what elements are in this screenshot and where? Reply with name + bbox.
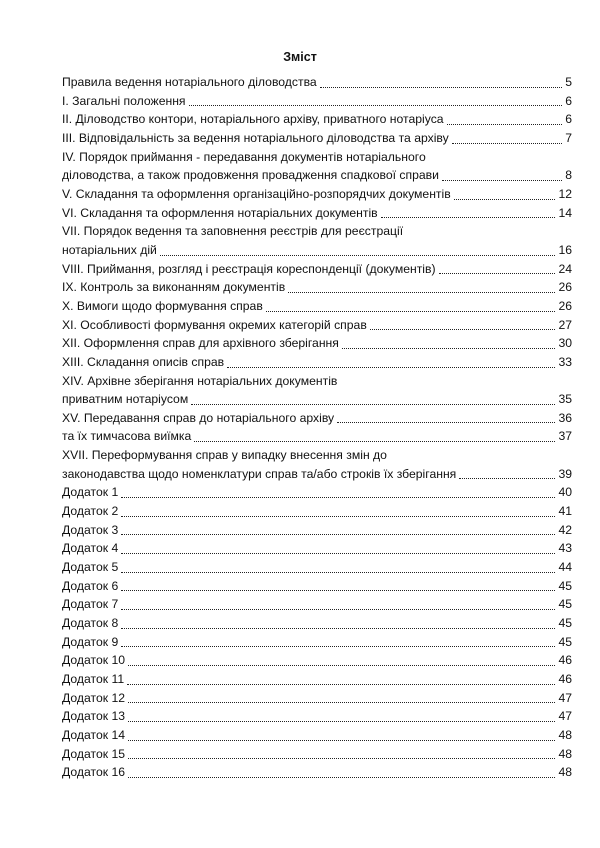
dot-leader	[266, 310, 556, 312]
dot-leader	[227, 366, 555, 368]
toc-page-number: 48	[558, 765, 572, 780]
toc-page-number: 44	[558, 560, 572, 575]
toc-entry[interactable]	[62, 558, 572, 577]
toc-entry-text: Додаток 6	[62, 578, 119, 593]
toc-entry[interactable]	[62, 707, 572, 726]
toc-entry[interactable]	[62, 409, 572, 428]
toc-entry[interactable]	[62, 353, 572, 372]
toc-entry[interactable]	[62, 204, 572, 223]
toc-entry[interactable]	[62, 633, 572, 652]
toc-entry[interactable]	[62, 427, 572, 446]
dot-leader	[452, 142, 562, 144]
toc-entry-text: Додаток 4	[62, 541, 119, 556]
dot-leader	[128, 757, 555, 759]
toc-entry[interactable]	[62, 670, 572, 689]
toc-page-number: 33	[558, 354, 572, 369]
dot-leader	[128, 776, 555, 778]
dot-leader	[128, 664, 555, 666]
dot-leader	[342, 347, 556, 349]
toc-entry-text: Додаток 12	[62, 690, 126, 705]
toc-entry-text: Правила ведення нотаріального діловодства	[62, 75, 317, 89]
toc-entry[interactable]	[62, 726, 572, 745]
toc-entry-text: Додаток 5	[62, 560, 119, 575]
toc-entry-text: Додаток 9	[62, 634, 119, 649]
toc-page-number: 6	[565, 112, 572, 127]
toc-entry-text: Додаток 7	[62, 597, 119, 612]
toc-entry[interactable]	[62, 129, 572, 148]
toc-entry-text: діловодства, а також продовження провадження спадкової справи	[62, 168, 439, 183]
toc-page-number: 41	[558, 504, 572, 519]
toc-entry[interactable]	[62, 745, 572, 764]
toc-page-number: 45	[558, 597, 572, 612]
toc-entry[interactable]	[62, 185, 572, 204]
toc-entry-text: VII. Порядок ведення та заповнення реєстрів для реєстрації	[62, 224, 404, 239]
dot-leader	[381, 216, 556, 218]
toc-entry-text: Додаток 13	[62, 709, 126, 724]
toc-entry-text: XII. Оформлення справ для архівного зберігання	[62, 336, 339, 351]
dot-leader	[191, 403, 555, 405]
dot-leader	[121, 608, 555, 610]
toc-entry-text: XVII. Переформування справ у випадку внесення змін до	[62, 448, 387, 463]
toc-page-number: 36	[558, 410, 572, 425]
toc-entry-text: Додаток 14	[62, 727, 126, 742]
dot-leader	[128, 701, 555, 703]
toc-entry-text: XIII. Складання описів справ	[62, 354, 225, 369]
toc-entry[interactable]	[62, 651, 572, 670]
toc-page-number: 6	[565, 93, 572, 108]
dot-leader	[128, 720, 555, 722]
toc-entry[interactable]	[62, 222, 572, 259]
toc-entry-text: X. Вимоги щодо формування справ	[62, 298, 263, 313]
toc-page-number: 45	[558, 616, 572, 631]
toc-entry[interactable]	[62, 278, 572, 297]
toc-entry[interactable]	[62, 689, 572, 708]
toc-entry[interactable]	[62, 92, 572, 111]
toc-page-number: 37	[558, 429, 572, 444]
toc-entry-text: та їх тимчасова виїмка	[62, 429, 192, 444]
toc-entry-text: XV. Передавання справ до нотаріального архіву	[62, 410, 335, 425]
toc-entry-text: IV. Порядок приймання - передавання документів нотаріального	[62, 149, 426, 164]
toc-entry[interactable]	[62, 577, 572, 596]
toc-entry-text: Додаток 8	[62, 616, 119, 631]
toc-entry-text: VIII. Приймання, розгляд і реєстрація кореспонденції (документів)	[62, 261, 436, 276]
toc-entry[interactable]	[62, 614, 572, 633]
toc-page-number: 48	[558, 746, 572, 761]
toc-page-number: 39	[558, 466, 572, 481]
table-of-contents	[62, 73, 572, 782]
toc-entry[interactable]	[62, 148, 572, 185]
toc-entry-text: законодавства щодо номенклатури справ та/або строків їх зберігання	[62, 466, 457, 481]
toc-page-number: 12	[558, 186, 572, 201]
dot-leader	[337, 421, 555, 423]
toc-entry-text: Додаток 15	[62, 746, 126, 761]
toc-entry-text: XIV. Архівне зберігання нотаріальних документів	[62, 373, 338, 388]
dot-leader	[121, 496, 555, 498]
toc-entry-text: XI. Особливості формування окремих категорій справ	[62, 317, 367, 332]
dot-leader	[320, 86, 563, 88]
toc-entry[interactable]	[62, 446, 572, 483]
toc-entry[interactable]	[62, 763, 572, 782]
toc-page-number: 48	[558, 727, 572, 742]
dot-leader	[454, 198, 556, 200]
toc-title: Зміст	[283, 50, 317, 64]
dot-leader	[442, 179, 562, 181]
toc-entry-text: Додаток 10	[62, 653, 126, 668]
toc-entry-text: IX. Контроль за виконанням документів	[62, 280, 286, 295]
dot-leader	[121, 645, 555, 647]
toc-entry[interactable]	[62, 316, 572, 335]
toc-entry[interactable]	[62, 483, 572, 502]
toc-entry[interactable]	[62, 297, 572, 316]
toc-entry[interactable]	[62, 334, 572, 353]
dot-leader	[370, 328, 556, 330]
toc-page-number: 7	[565, 130, 572, 145]
toc-page-number: 27	[558, 317, 572, 332]
toc-page-number: 5	[565, 75, 572, 89]
toc-entry-text: V. Складання та оформлення організаційно-розпорядчих документів	[62, 186, 451, 201]
toc-entry[interactable]	[62, 595, 572, 614]
dot-leader	[288, 291, 555, 293]
toc-page-number: 26	[558, 298, 572, 313]
dot-leader	[121, 533, 555, 535]
toc-entry[interactable]	[62, 110, 572, 129]
toc-page-number: 46	[558, 653, 572, 668]
toc-entry-text: I. Загальні положення	[62, 93, 186, 108]
dot-leader	[459, 477, 555, 479]
toc-entry[interactable]	[62, 539, 572, 558]
dot-leader	[127, 683, 555, 685]
toc-entry-text: Додаток 2	[62, 504, 119, 519]
toc-entry-text: Додаток 1	[62, 485, 119, 500]
toc-entry-text: Додаток 3	[62, 522, 119, 537]
toc-page-number: 8	[565, 168, 572, 183]
toc-entry-text: приватним нотаріусом	[62, 392, 189, 407]
toc-page-number: 45	[558, 634, 572, 649]
toc-page-number: 14	[558, 205, 572, 220]
toc-entry[interactable]	[62, 502, 572, 521]
dot-leader	[128, 739, 555, 741]
toc-page-number: 40	[558, 485, 572, 500]
toc-page-number: 35	[558, 392, 572, 407]
toc-page-number: 46	[558, 672, 572, 686]
toc-page-number: 42	[558, 522, 572, 537]
toc-page-number: 45	[558, 578, 572, 593]
toc-entry-text: Додаток 11	[62, 672, 125, 686]
toc-page-number: 47	[558, 709, 572, 724]
dot-leader	[121, 589, 555, 591]
toc-entry-text: III. Відповідальність за ведення нотаріального діловодства та архіву	[62, 130, 449, 145]
toc-page-number: 16	[558, 242, 572, 257]
dot-leader	[121, 552, 555, 554]
toc-entry-text: Додаток 16	[62, 765, 126, 780]
dot-leader	[439, 272, 556, 274]
toc-entry[interactable]	[62, 73, 572, 92]
toc-entry[interactable]	[62, 372, 572, 409]
toc-entry[interactable]	[62, 260, 572, 279]
toc-page-number: 30	[558, 336, 572, 351]
dot-leader	[447, 123, 563, 125]
toc-entry[interactable]	[62, 521, 572, 540]
dot-leader	[160, 254, 556, 256]
toc-page-number: 24	[558, 261, 572, 276]
toc-page-number: 47	[558, 690, 572, 705]
toc-page-number: 43	[558, 541, 572, 556]
dot-leader	[121, 627, 555, 629]
toc-entry-text: II. Діловодство контори, нотаріального архіву, приватного нотаріуса	[62, 112, 444, 127]
dot-leader	[194, 440, 555, 442]
toc-entry-text: нотаріальних дій	[62, 242, 157, 257]
toc-page-number: 26	[558, 280, 572, 295]
toc-entry-text: VI. Складання та оформлення нотаріальних документів	[62, 205, 378, 220]
dot-leader	[121, 571, 555, 573]
dot-leader	[189, 104, 563, 106]
dot-leader	[121, 515, 555, 517]
